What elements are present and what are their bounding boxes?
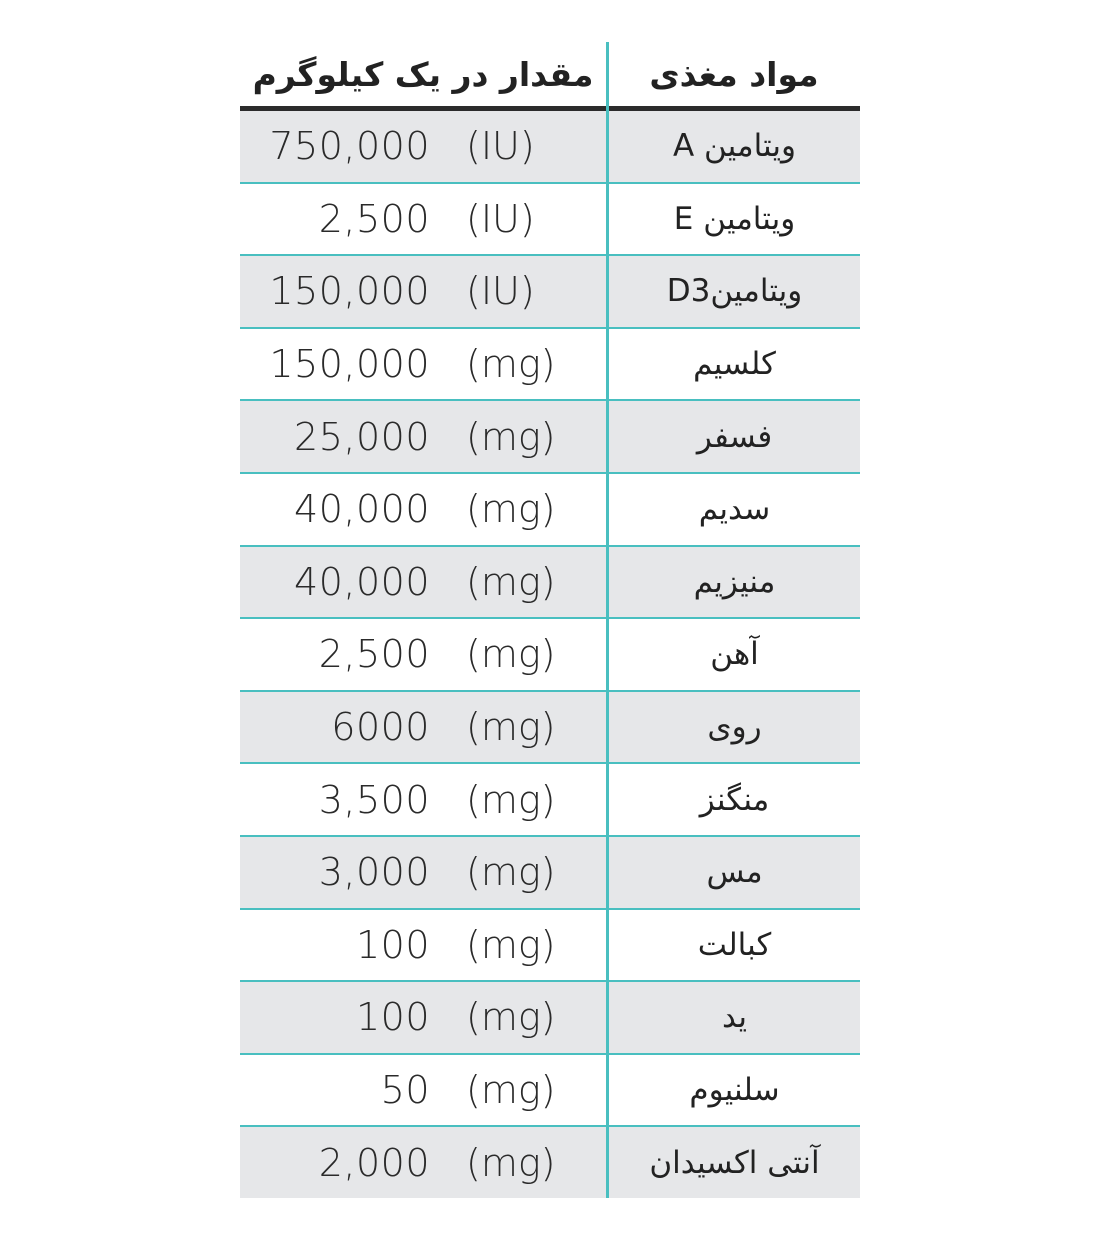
- nutrient-name-cell: ویتامینD3: [666, 273, 803, 310]
- amount-cell: [240, 692, 606, 763]
- amount-value: 2,500: [318, 196, 430, 241]
- table-row: [240, 692, 860, 765]
- nutrient-name-cell: کبالت: [697, 926, 772, 963]
- table-row: [240, 910, 860, 983]
- amount-unit: (mg): [466, 995, 556, 1040]
- amount-cell: [240, 111, 606, 182]
- amount-cell: [240, 256, 606, 327]
- amount-unit: (IU): [466, 196, 535, 241]
- amount-value: 750,000: [269, 124, 430, 169]
- amount-cell: [240, 619, 606, 690]
- nutrient-table: [240, 42, 860, 1198]
- nutrient-name-cell: ید: [722, 999, 747, 1036]
- amount-value: 40,000: [294, 487, 430, 532]
- amount-value: 6000: [331, 705, 430, 750]
- nutrient-name-cell: مس: [706, 854, 763, 891]
- amount-unit: (mg): [466, 487, 556, 532]
- amount-cell: [240, 184, 606, 255]
- amount-cell: [240, 910, 606, 981]
- table-row: [240, 401, 860, 474]
- table-row: [240, 1055, 860, 1128]
- amount-unit: (mg): [466, 632, 556, 677]
- table-row: [240, 111, 860, 184]
- amount-cell: [240, 1055, 606, 1126]
- amount-value: 3,500: [318, 777, 430, 822]
- amount-value: 40,000: [294, 559, 430, 604]
- amount-unit: (mg): [466, 850, 556, 895]
- table-row: [240, 329, 860, 402]
- amount-value: 100: [355, 922, 430, 967]
- amount-unit: (mg): [466, 922, 556, 967]
- table-row: [240, 184, 860, 257]
- table-row: [240, 256, 860, 329]
- amount-cell: [240, 329, 606, 400]
- amount-value: 100: [355, 995, 430, 1040]
- amount-unit: (mg): [466, 1140, 556, 1185]
- amount-unit: (IU): [466, 124, 535, 169]
- amount-cell: [240, 547, 606, 618]
- table-row: [240, 619, 860, 692]
- nutrient-name-cell: فسفر: [696, 418, 773, 455]
- amount-value: 50: [380, 1068, 430, 1113]
- amount-unit: (mg): [466, 777, 556, 822]
- table-row: [240, 764, 860, 837]
- table-header: [240, 42, 860, 111]
- nutrient-name-cell: سدیم: [698, 491, 771, 528]
- nutrient-name-cell: آهن: [710, 636, 759, 673]
- header-nutrient: مواد مغذی: [649, 54, 819, 94]
- nutrient-name-cell: آنتی اکسیدان: [649, 1144, 820, 1181]
- table-row: [240, 982, 860, 1055]
- nutrient-name-cell: منگنز: [699, 781, 770, 818]
- table-row: [240, 547, 860, 620]
- nutrient-name-cell: ویتامین A: [672, 128, 797, 165]
- column-divider: [606, 42, 609, 1198]
- header-amount: مقدار در یک کیلوگرم: [252, 54, 594, 94]
- amount-value: 3,000: [318, 850, 430, 895]
- amount-value: 25,000: [294, 414, 430, 459]
- amount-value: 2,000: [318, 1140, 430, 1185]
- amount-value: 150,000: [269, 342, 430, 387]
- nutrient-name-cell: سلنیوم: [689, 1072, 780, 1109]
- amount-unit: (mg): [466, 1068, 556, 1113]
- nutrient-name-cell: منیزیم: [693, 563, 776, 600]
- amount-value: 2,500: [318, 632, 430, 677]
- amount-value: 150,000: [269, 269, 430, 314]
- amount-unit: (mg): [466, 342, 556, 387]
- nutrient-name-cell: ویتامین E: [673, 200, 796, 237]
- table-body: [240, 111, 860, 1198]
- nutrient-name-cell: روی: [707, 709, 762, 746]
- amount-cell: [240, 401, 606, 472]
- amount-cell: [240, 474, 606, 545]
- amount-unit: (mg): [466, 559, 556, 604]
- amount-cell: [240, 1127, 606, 1198]
- amount-cell: [240, 837, 606, 908]
- nutrient-name-cell: کلسیم: [693, 346, 776, 383]
- amount-unit: (mg): [466, 414, 556, 459]
- table-row: [240, 474, 860, 547]
- amount-unit: (IU): [466, 269, 535, 314]
- table-row: [240, 837, 860, 910]
- table-row: [240, 1127, 860, 1198]
- amount-cell: [240, 764, 606, 835]
- amount-unit: (mg): [466, 705, 556, 750]
- amount-cell: [240, 982, 606, 1053]
